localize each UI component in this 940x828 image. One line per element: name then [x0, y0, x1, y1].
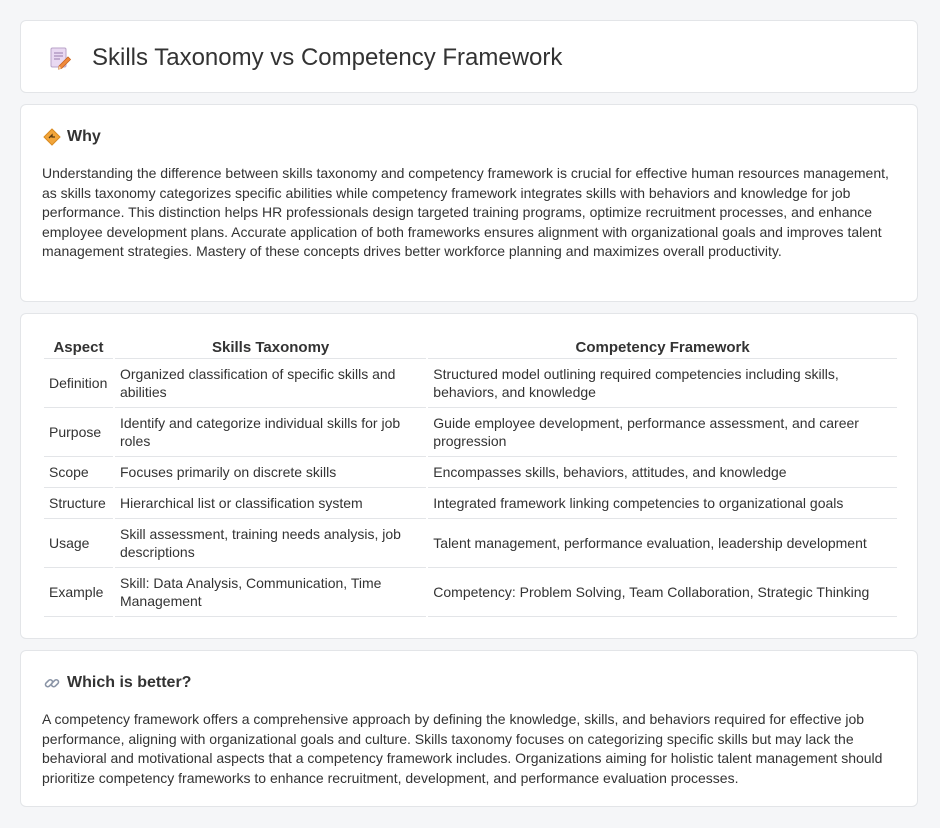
which-is-better-section	[20, 650, 918, 807]
row-aspect: Scope	[44, 457, 113, 488]
skills-cell: Focuses primarily on discrete skills	[115, 457, 426, 488]
why-text: Understanding the difference between skills taxonomy and competency framework is crucial for effective human resources management, as skills taxonomy categorizes specific abilities while competency framework integrates skills with behaviors and knowledge for job performance. This distinction helps HR professionals design targeted training programs, optimize recruitment processes, and enhance employee development plans. Accurate application of both frameworks ensures alignment with organizational goals and improves talent management strategies. Mastery of these concepts drives better workforce planning and maximizes overall productivity.	[42, 165, 889, 259]
row-aspect: Structure	[44, 488, 113, 519]
skills-cell: Skill: Data Analysis, Communication, Time Management	[115, 568, 426, 617]
header-competency-framework: Competency Framework	[428, 336, 897, 359]
document-pencil-icon	[47, 45, 73, 71]
table-row	[44, 457, 897, 488]
table-row	[44, 488, 897, 519]
comparison-table-card	[20, 313, 918, 639]
row-aspect: Usage	[44, 519, 113, 568]
skills-cell: Hierarchical list or classification system	[115, 488, 426, 519]
better-header	[43, 673, 191, 693]
row-aspect: Example	[44, 568, 113, 617]
competency-cell: Integrated framework linking competencies to organizational goals	[428, 488, 897, 519]
skills-cell: Identify and categorize individual skills for job roles	[115, 408, 426, 457]
why-section	[20, 104, 918, 302]
table-header-row	[44, 336, 897, 359]
table-row	[44, 519, 897, 568]
why-heading: Why	[67, 128, 101, 145]
row-aspect: Purpose	[44, 408, 113, 457]
competency-cell: Talent management, performance evaluation, leadership development	[428, 519, 897, 568]
title-card	[20, 20, 918, 93]
competency-cell: Structured model outlining required competencies including skills, behaviors, and knowledge	[428, 359, 897, 408]
comparison-table	[42, 336, 899, 617]
page-title: Skills Taxonomy vs Competency Framework	[92, 44, 563, 71]
diamond-sign-icon	[43, 128, 61, 146]
table-row	[44, 568, 897, 617]
table-row	[44, 359, 897, 408]
competency-cell: Guide employee development, performance assessment, and career progression	[428, 408, 897, 457]
header-aspect: Aspect	[44, 336, 113, 359]
skills-cell: Skill assessment, training needs analysis, job descriptions	[115, 519, 426, 568]
better-text: A competency framework offers a comprehensive approach by defining the knowledge, skills, and behaviors required for effective job performance, aligning with organizational goals and culture. Skills taxonomy focuses on categorizing specific skills but may lack the behavioral and motivational aspects that a competency framework includes. Organizations aiming for holistic talent management should prioritize competency frameworks to enhance recruitment, development, and performance evaluation processes.	[42, 711, 883, 786]
why-header	[43, 127, 101, 147]
header-skills-taxonomy: Skills Taxonomy	[115, 336, 426, 359]
competency-cell: Competency: Problem Solving, Team Collaboration, Strategic Thinking	[428, 568, 897, 617]
row-aspect: Definition	[44, 359, 113, 408]
skills-cell: Organized classification of specific skills and abilities	[115, 359, 426, 408]
competency-cell: Encompasses skills, behaviors, attitudes, and knowledge	[428, 457, 897, 488]
better-heading: Which is better?	[67, 674, 192, 691]
link-icon	[43, 674, 61, 692]
table-row	[44, 408, 897, 457]
